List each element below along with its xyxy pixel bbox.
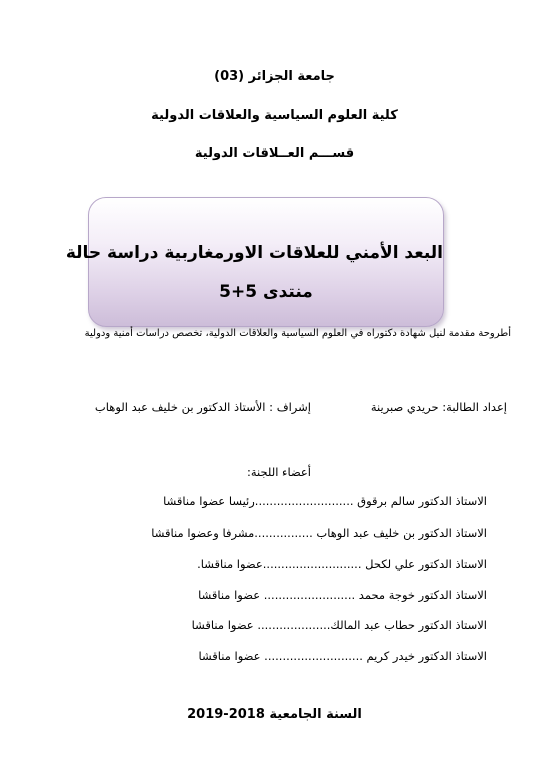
university-name: جامعة الجزائر (03) — [214, 69, 335, 84]
faculty-name: كلية العلوم السياسية والعلاقات الدولية — [151, 108, 398, 123]
thesis-subtitle: أطروحة مقدمة لنيل شهادة دكتوراه في العلوم السياسية والعلاقات الدولية، تخصص دراسات أمنية ودولية — [84, 328, 511, 339]
title-box — [65, 197, 444, 327]
thesis-title-line-1: البعد الأمني للعلاقات الاورمغاربية دراسة حالة — [65, 243, 443, 263]
committee-member: الاستاذ الدكتور خيدر كريم ........................... عضوا مناقشا — [198, 649, 487, 663]
prepared-by: إعداد الطالبة: حريدي صبرينة — [370, 400, 507, 414]
academic-year: السنة الجامعية 2018-2019 — [187, 707, 362, 722]
committee-member: الاستاذ الدكتور بن خليف عبد الوهاب ................مشرفا وعضوا مناقشا — [151, 526, 487, 540]
committee-member: الاستاذ الدكتور حطاب عبد المالك.................... عضوا مناقشا — [191, 618, 487, 632]
committee-member: الاستاذ الدكتور خوجة محمد ......................... عضوا مناقشا — [198, 588, 487, 602]
thesis-title-line-2: منتدى 5+5 — [219, 282, 313, 302]
supervisor: إشراف : الأستاذ الدكتور بن خليف عبد الوهاب — [94, 400, 311, 414]
department-name: قســـم العــلاقات الدولية — [194, 146, 355, 161]
committee-member: الاستاذ الدكتور علي لكحل ...........................عضوا مناقشا. — [197, 557, 487, 571]
committee-heading: أعضاء اللجنة: — [246, 465, 311, 479]
committee-member: الاستاذ الدكتور سالم برقوق ...........................رئيسا عضوا مناقشا — [163, 494, 487, 508]
